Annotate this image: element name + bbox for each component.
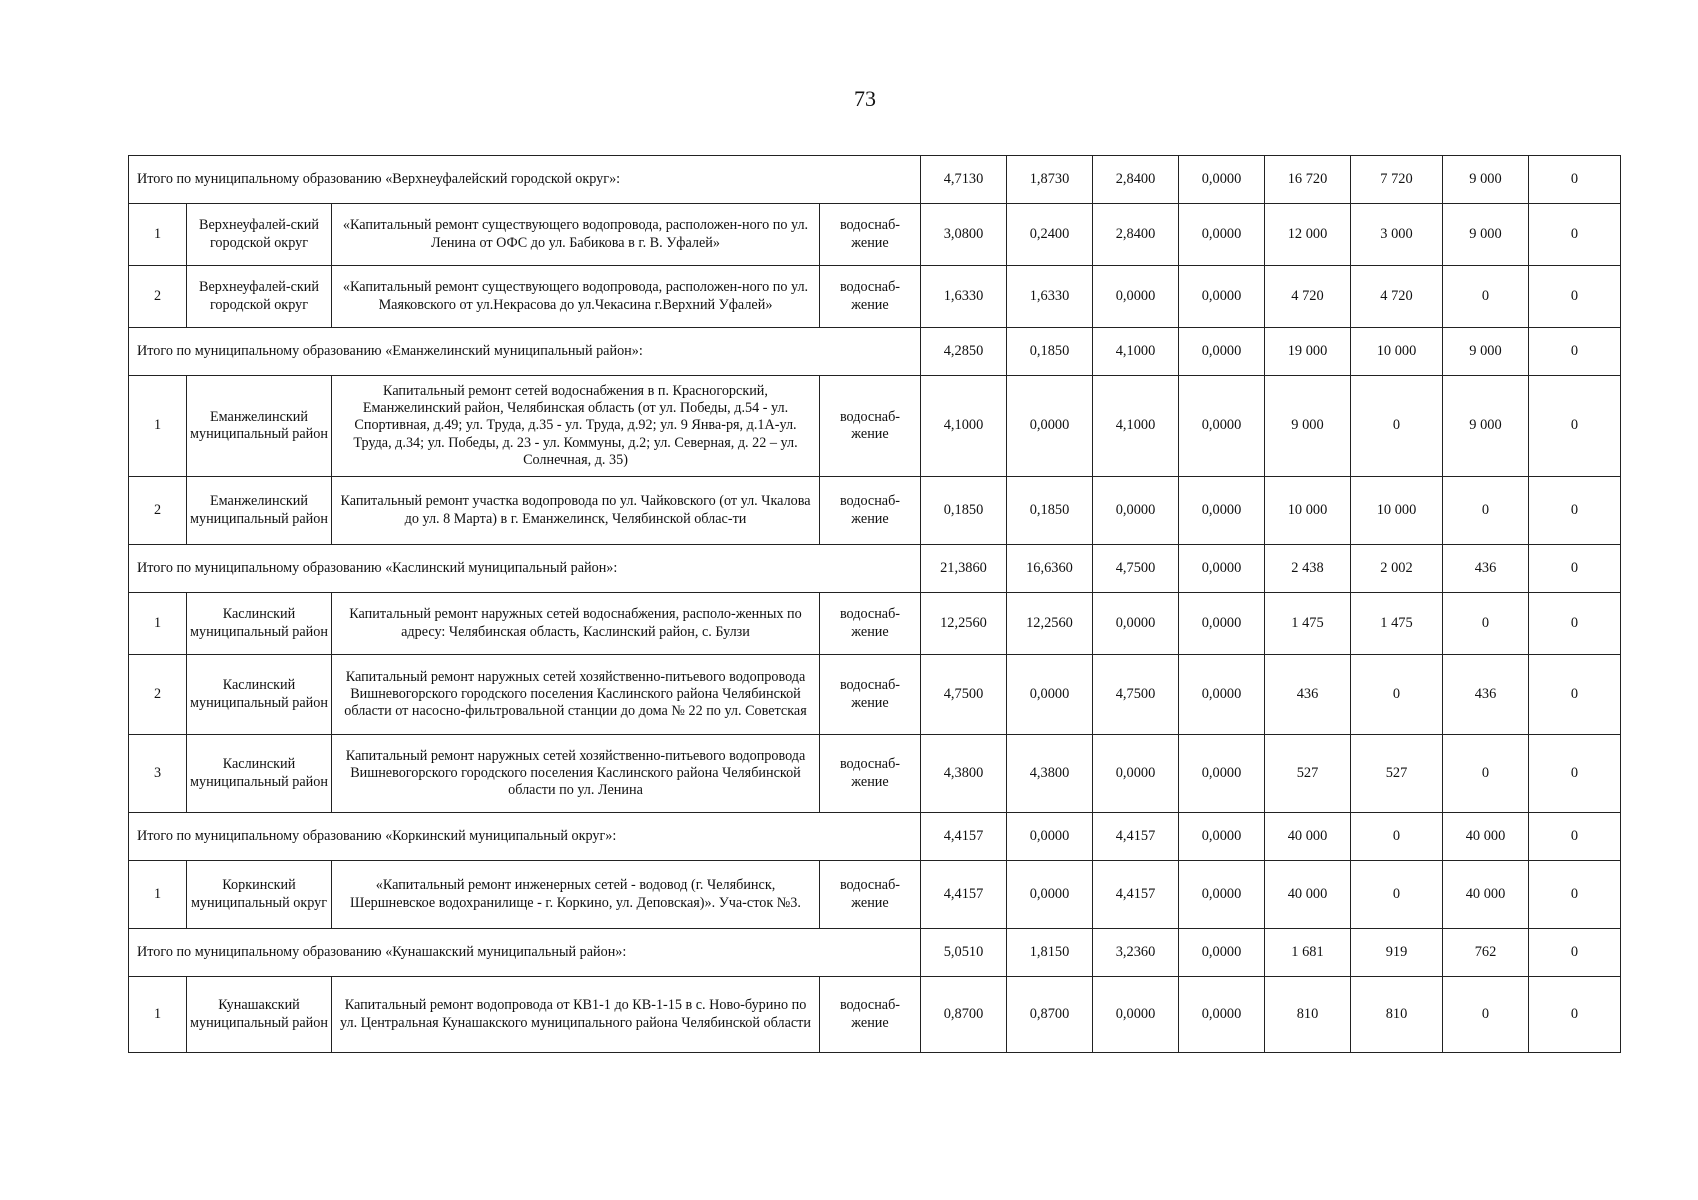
project-description: «Капитальный ремонт существующего водопровода, расположен-ного по ул. Ленина от ОФС до ул. Бабикова в г. В. Уфалей» <box>332 204 820 266</box>
project-type: водоснаб-жение <box>820 593 921 655</box>
project-description: Капитальный ремонт сетей водоснабжения в п. Красногорский, Еманжелинский район, Челябинская область (от ул. Победы, д.54 - ул. Спортивная, д.49; ул. Труда, д.35 - ул. Труда, д.92; ул. 9 Янва-ря, д.1А-ул. Труда, д.34; ул. Победы, д. 23 - ул. Коммуны, д.2; ул. Северная, д. 22 – ул. Солнечная, д. 35) <box>332 376 820 477</box>
summary-value: 3,2360 <box>1093 929 1179 977</box>
municipality-cell: Еманжелинский муниципальный район <box>187 477 332 545</box>
value-cell: 0,0000 <box>1179 593 1265 655</box>
value-cell: 0 <box>1529 376 1621 477</box>
value-cell: 4,4157 <box>1093 861 1179 929</box>
value-cell: 10 000 <box>1265 477 1351 545</box>
summary-value: 1 681 <box>1265 929 1351 977</box>
municipality-cell: Еманжелинский муниципальный район <box>187 376 332 477</box>
summary-value: 762 <box>1443 929 1529 977</box>
value-cell: 0 <box>1443 593 1529 655</box>
table-body <box>129 156 1621 1053</box>
value-cell: 9 000 <box>1443 204 1529 266</box>
summary-title: Итого по муниципальному образованию «Еманжелинский муниципальный район»: <box>129 328 921 376</box>
project-description: Капитальный ремонт водопровода от КВ1-1 до КВ-1-15 в с. Ново-бурино по ул. Центральная Кунашакского муниципального района Челябинской области <box>332 977 820 1053</box>
summary-row <box>129 328 1621 376</box>
value-cell: 0 <box>1529 266 1621 328</box>
project-type: водоснаб-жение <box>820 376 921 477</box>
summary-value: 0,0000 <box>1179 156 1265 204</box>
summary-value: 19 000 <box>1265 328 1351 376</box>
value-cell: 0,0000 <box>1179 735 1265 813</box>
project-type: водоснаб-жение <box>820 735 921 813</box>
summary-row <box>129 156 1621 204</box>
value-cell: 527 <box>1265 735 1351 813</box>
value-cell: 0,0000 <box>1007 376 1093 477</box>
summary-row <box>129 929 1621 977</box>
summary-title: Итого по муниципальному образованию «Коркинский муниципальный округ»: <box>129 813 921 861</box>
project-description: Капитальный ремонт участка водопровода по ул. Чайковского (от ул. Чкалова до ул. 8 Марта) в г. Еманжелинск, Челябинской облас-ти <box>332 477 820 545</box>
summary-value: 21,3860 <box>921 545 1007 593</box>
row-number: 1 <box>129 376 187 477</box>
value-cell: 4 720 <box>1351 266 1443 328</box>
project-type: водоснаб-жение <box>820 266 921 328</box>
summary-value: 7 720 <box>1351 156 1443 204</box>
value-cell: 0,0000 <box>1007 655 1093 735</box>
summary-value: 5,0510 <box>921 929 1007 977</box>
summary-value: 0 <box>1529 328 1621 376</box>
value-cell: 0,0000 <box>1093 593 1179 655</box>
value-cell: 0 <box>1351 376 1443 477</box>
project-type: водоснаб-жение <box>820 861 921 929</box>
summary-value: 436 <box>1443 545 1529 593</box>
value-cell: 0 <box>1529 861 1621 929</box>
row-number: 2 <box>129 266 187 328</box>
value-cell: 4,4157 <box>921 861 1007 929</box>
value-cell: 10 000 <box>1351 477 1443 545</box>
summary-title: Итого по муниципальному образованию «Верхнеуфалейский городской округ»: <box>129 156 921 204</box>
value-cell: 0,0000 <box>1179 204 1265 266</box>
value-cell: 3,0800 <box>921 204 1007 266</box>
funding-table <box>128 155 1621 1053</box>
value-cell: 0,0000 <box>1179 266 1265 328</box>
value-cell: 9 000 <box>1265 376 1351 477</box>
summary-value: 0 <box>1529 929 1621 977</box>
project-description: Капитальный ремонт наружных сетей хозяйственно-питьевого водопровода Вишневогорского городского поселения Каслинского района Челябинской области по ул. Ленина <box>332 735 820 813</box>
value-cell: 0,0000 <box>1179 977 1265 1053</box>
summary-value: 1,8150 <box>1007 929 1093 977</box>
municipality-cell: Верхнеуфалей-ский городской округ <box>187 266 332 328</box>
value-cell: 0,0000 <box>1179 655 1265 735</box>
value-cell: 12,2560 <box>921 593 1007 655</box>
value-cell: 810 <box>1265 977 1351 1053</box>
summary-value: 4,7130 <box>921 156 1007 204</box>
summary-value: 4,4157 <box>921 813 1007 861</box>
table-row <box>129 977 1621 1053</box>
summary-value: 9 000 <box>1443 156 1529 204</box>
municipality-cell: Каслинский муниципальный район <box>187 593 332 655</box>
summary-value: 0,0000 <box>1179 545 1265 593</box>
value-cell: 12,2560 <box>1007 593 1093 655</box>
value-cell: 527 <box>1351 735 1443 813</box>
value-cell: 4,1000 <box>921 376 1007 477</box>
page-number: 73 <box>854 86 876 111</box>
project-description: «Капитальный ремонт инженерных сетей - водовод (г. Челябинск, Шершневское водохранилище - г. Коркино, ул. Деповская)». Уча-сток №3. <box>332 861 820 929</box>
value-cell: 0 <box>1443 477 1529 545</box>
summary-value: 0,0000 <box>1179 813 1265 861</box>
table-row <box>129 376 1621 477</box>
project-description: Капитальный ремонт наружных сетей хозяйственно-питьевого водопровода Вишневогорского городского поселения Каслинского района Челябинской области от насосно-фильтровальной станции до дома № 22 по ул. Советская <box>332 655 820 735</box>
summary-row <box>129 813 1621 861</box>
value-cell: 436 <box>1265 655 1351 735</box>
summary-title: Итого по муниципальному образованию «Кунашакский муниципальный район»: <box>129 929 921 977</box>
value-cell: 0,1850 <box>921 477 1007 545</box>
value-cell: 9 000 <box>1443 376 1529 477</box>
value-cell: 40 000 <box>1265 861 1351 929</box>
value-cell: 4 720 <box>1265 266 1351 328</box>
value-cell: 0,0000 <box>1179 861 1265 929</box>
table-row <box>129 266 1621 328</box>
summary-value: 2 002 <box>1351 545 1443 593</box>
value-cell: 1,6330 <box>1007 266 1093 328</box>
row-number: 3 <box>129 735 187 813</box>
municipality-cell: Верхнеуфалей-ский городской округ <box>187 204 332 266</box>
value-cell: 4,3800 <box>1007 735 1093 813</box>
value-cell: 0,0000 <box>1179 477 1265 545</box>
municipality-cell: Кунашакский муниципальный район <box>187 977 332 1053</box>
summary-value: 0 <box>1351 813 1443 861</box>
summary-value: 10 000 <box>1351 328 1443 376</box>
value-cell: 0 <box>1443 735 1529 813</box>
value-cell: 0 <box>1443 977 1529 1053</box>
value-cell: 0 <box>1529 655 1621 735</box>
summary-value: 1,8730 <box>1007 156 1093 204</box>
municipality-cell: Коркинский муниципальный округ <box>187 861 332 929</box>
value-cell: 0 <box>1529 977 1621 1053</box>
table-row <box>129 861 1621 929</box>
value-cell: 4,3800 <box>921 735 1007 813</box>
summary-value: 0,0000 <box>1179 929 1265 977</box>
value-cell: 0 <box>1351 861 1443 929</box>
value-cell: 3 000 <box>1351 204 1443 266</box>
summary-value: 16,6360 <box>1007 545 1093 593</box>
summary-value: 0,1850 <box>1007 328 1093 376</box>
table-row <box>129 204 1621 266</box>
value-cell: 4,1000 <box>1093 376 1179 477</box>
value-cell: 0,0000 <box>1093 266 1179 328</box>
row-number: 1 <box>129 593 187 655</box>
value-cell: 0,0000 <box>1179 376 1265 477</box>
summary-value: 0,0000 <box>1007 813 1093 861</box>
row-number: 1 <box>129 861 187 929</box>
table-row <box>129 593 1621 655</box>
value-cell: 40 000 <box>1443 861 1529 929</box>
value-cell: 1 475 <box>1351 593 1443 655</box>
value-cell: 0,0000 <box>1093 977 1179 1053</box>
summary-title: Итого по муниципальному образованию «Каслинский муниципальный район»: <box>129 545 921 593</box>
value-cell: 0,0000 <box>1093 735 1179 813</box>
project-type: водоснаб-жение <box>820 204 921 266</box>
value-cell: 810 <box>1351 977 1443 1053</box>
summary-value: 4,1000 <box>1093 328 1179 376</box>
value-cell: 1,6330 <box>921 266 1007 328</box>
project-type: водоснаб-жение <box>820 655 921 735</box>
project-type: водоснаб-жение <box>820 977 921 1053</box>
value-cell: 4,7500 <box>921 655 1007 735</box>
value-cell: 0 <box>1529 593 1621 655</box>
value-cell: 0,0000 <box>1007 861 1093 929</box>
table-row <box>129 735 1621 813</box>
summary-value: 40 000 <box>1265 813 1351 861</box>
value-cell: 0,0000 <box>1093 477 1179 545</box>
value-cell: 12 000 <box>1265 204 1351 266</box>
value-cell: 0,8700 <box>1007 977 1093 1053</box>
value-cell: 0 <box>1529 477 1621 545</box>
value-cell: 0,2400 <box>1007 204 1093 266</box>
summary-value: 0 <box>1529 545 1621 593</box>
row-number: 1 <box>129 204 187 266</box>
summary-value: 2 438 <box>1265 545 1351 593</box>
summary-row <box>129 545 1621 593</box>
municipality-cell: Каслинский муниципальный район <box>187 735 332 813</box>
value-cell: 1 475 <box>1265 593 1351 655</box>
value-cell: 0 <box>1529 204 1621 266</box>
table-row <box>129 655 1621 735</box>
project-description: «Капитальный ремонт существующего водопровода, расположен-ного по ул. Маяковского от ул.Некрасова до ул.Чекасина г.Верхний Уфалей» <box>332 266 820 328</box>
value-cell: 4,7500 <box>1093 655 1179 735</box>
row-number: 1 <box>129 977 187 1053</box>
value-cell: 0,1850 <box>1007 477 1093 545</box>
table-row <box>129 477 1621 545</box>
value-cell: 0 <box>1351 655 1443 735</box>
value-cell: 0 <box>1529 735 1621 813</box>
value-cell: 2,8400 <box>1093 204 1179 266</box>
value-cell: 0 <box>1443 266 1529 328</box>
summary-value: 9 000 <box>1443 328 1529 376</box>
row-number: 2 <box>129 477 187 545</box>
summary-value: 4,7500 <box>1093 545 1179 593</box>
row-number: 2 <box>129 655 187 735</box>
summary-value: 0 <box>1529 813 1621 861</box>
value-cell: 0,8700 <box>921 977 1007 1053</box>
municipality-cell: Каслинский муниципальный район <box>187 655 332 735</box>
summary-value: 0 <box>1529 156 1621 204</box>
summary-value: 40 000 <box>1443 813 1529 861</box>
summary-value: 16 720 <box>1265 156 1351 204</box>
project-type: водоснаб-жение <box>820 477 921 545</box>
summary-value: 0,0000 <box>1179 328 1265 376</box>
summary-value: 919 <box>1351 929 1443 977</box>
summary-value: 4,2850 <box>921 328 1007 376</box>
summary-value: 4,4157 <box>1093 813 1179 861</box>
summary-value: 2,8400 <box>1093 156 1179 204</box>
project-description: Капитальный ремонт наружных сетей водоснабжения, располо-женных по адресу: Челябинская область, Каслинский район, с. Булзи <box>332 593 820 655</box>
value-cell: 436 <box>1443 655 1529 735</box>
